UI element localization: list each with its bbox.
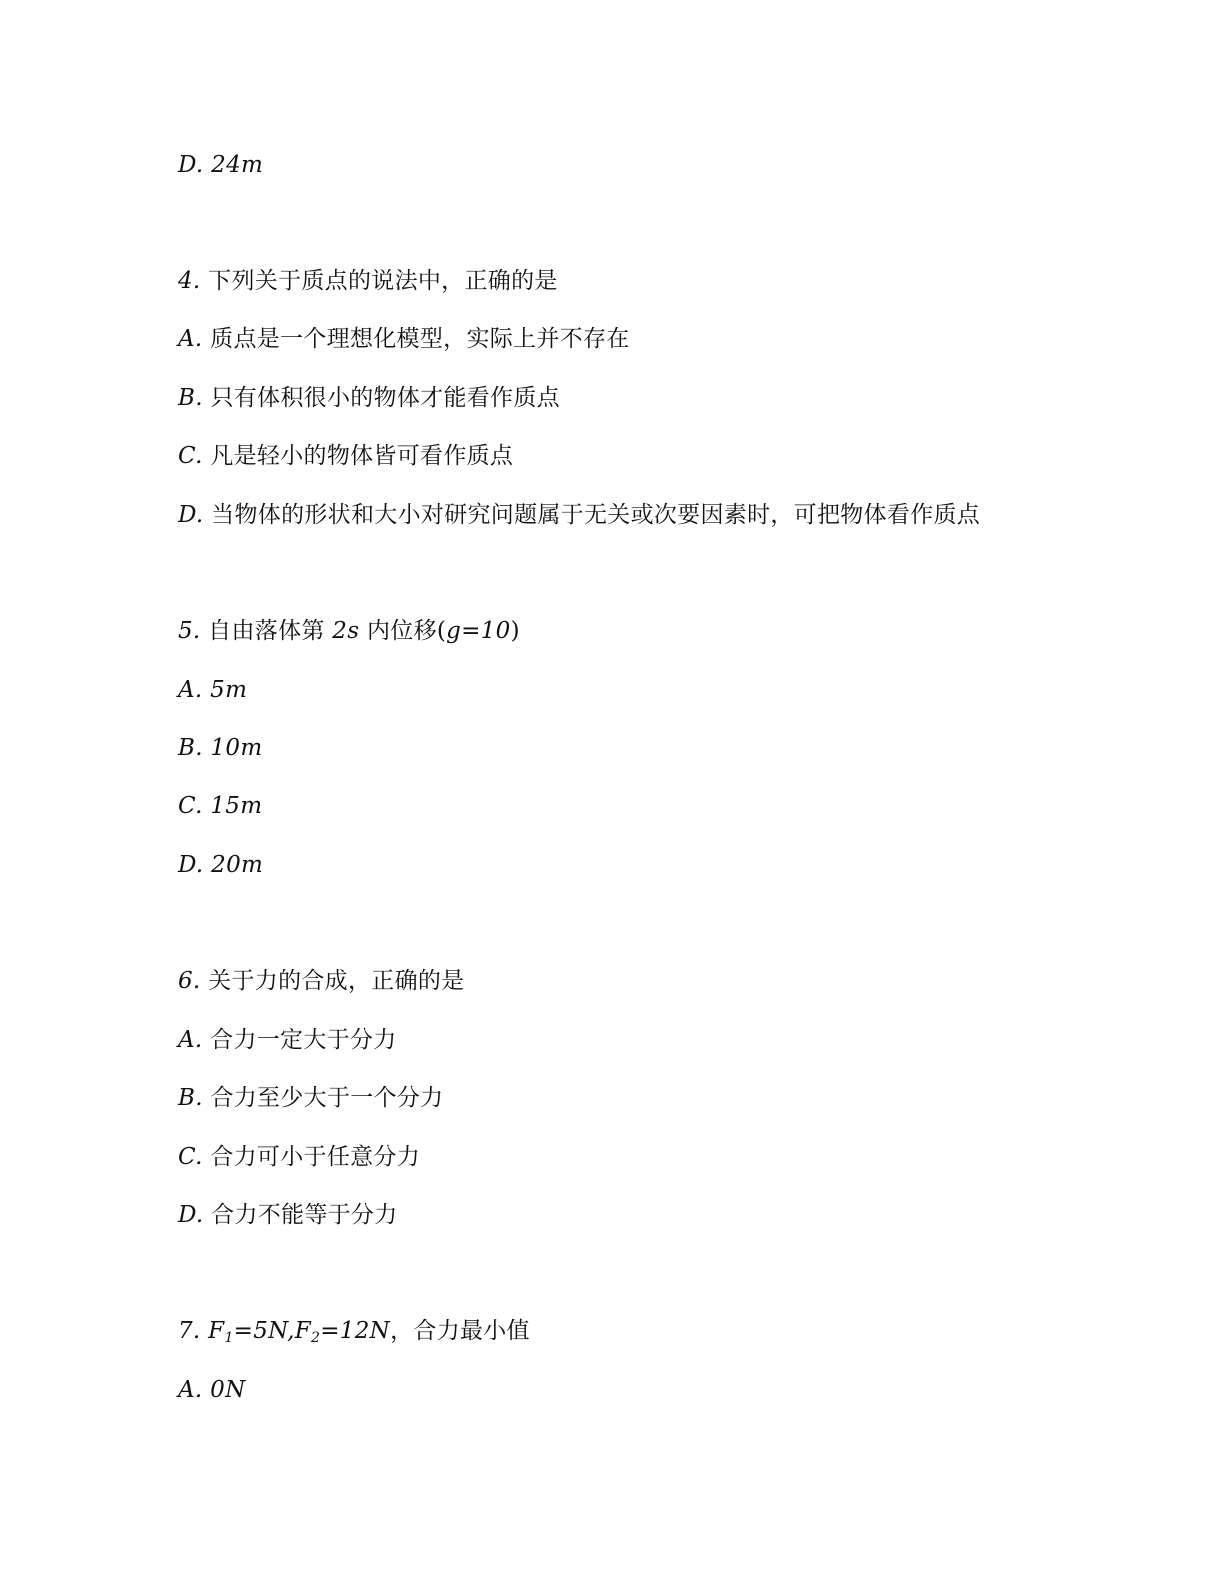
option-text: 5m [210,677,248,703]
q6-option-a [178,1025,397,1055]
q4-option-a [178,324,630,354]
option-text: 15m [210,793,263,819]
option-label: C. [178,793,203,819]
option-label: A. [178,1377,203,1403]
q6-stem [178,966,464,996]
option-text: 合力至少大于一个分力 [210,1085,444,1111]
q5-option-b [178,733,262,763]
q6-option-c [178,1142,420,1172]
option-label: D. [178,152,204,178]
option-label: A. [178,326,203,352]
q3-option-d [178,150,263,180]
question-stem-mid: 内位移( [366,618,447,644]
q6-option-b [178,1083,443,1113]
q6-option-d [178,1200,398,1230]
option-label: A. [178,1027,203,1053]
q4-option-c [178,441,513,471]
question-stem-suffix: ) [510,618,520,644]
option-label: B. [178,385,203,411]
question-stem-value: 2s [332,618,360,644]
option-text: 合力不能等于分力 [211,1202,398,1228]
force-2-value: =12N [320,1318,391,1344]
option-text: 24m [211,152,264,178]
q7-option-a [178,1375,246,1405]
option-label: A. [178,677,203,703]
force-1-subscript: 1 [224,1330,234,1346]
q7-stem [178,1316,530,1346]
question-stem-prefix: 自由落体第 [208,618,325,644]
option-text: 凡是轻小的物体皆可看作质点 [210,443,514,469]
q5-option-a [178,675,247,705]
option-text: 20m [211,852,264,878]
option-label: D. [178,1202,204,1228]
option-label: C. [178,443,203,469]
question-stem-suffix: ，合力最小值 [390,1318,530,1344]
question-number: 7. [178,1318,201,1344]
q4-stem [178,266,558,296]
q5-option-d [178,850,263,880]
option-label: C. [178,1144,203,1170]
force-2-symbol: F [294,1318,311,1344]
option-label: D. [178,502,204,528]
force-1-symbol: F [208,1318,225,1344]
question-number: 6. [178,968,201,994]
question-stem-param: g=10 [446,618,511,644]
option-text: 质点是一个理想化模型，实际上并不存在 [210,326,630,352]
question-stem: 下列关于质点的说法中，正确的是 [208,268,558,294]
option-text: 当物体的形状和大小对研究问题属于无关或次要因素时，可把物体看作质点 [211,502,981,528]
q4-option-d [178,500,980,530]
force-2-subscript: 2 [311,1330,321,1346]
question-stem: 关于力的合成，正确的是 [208,968,465,994]
option-label: B. [178,1085,203,1111]
question-number: 4. [178,268,201,294]
q4-option-b [178,383,560,413]
q5-stem [178,616,520,646]
option-text: 合力可小于任意分力 [210,1144,421,1170]
q5-option-c [178,791,262,821]
force-1-value: =5N, [233,1318,295,1344]
question-number: 5. [178,618,201,644]
option-label: D. [178,852,204,878]
option-text: 只有体积很小的物体才能看作质点 [210,385,560,411]
option-text: 10m [210,735,263,761]
option-text: 0N [210,1377,246,1403]
option-label: B. [178,735,203,761]
option-text: 合力一定大于分力 [210,1027,397,1053]
